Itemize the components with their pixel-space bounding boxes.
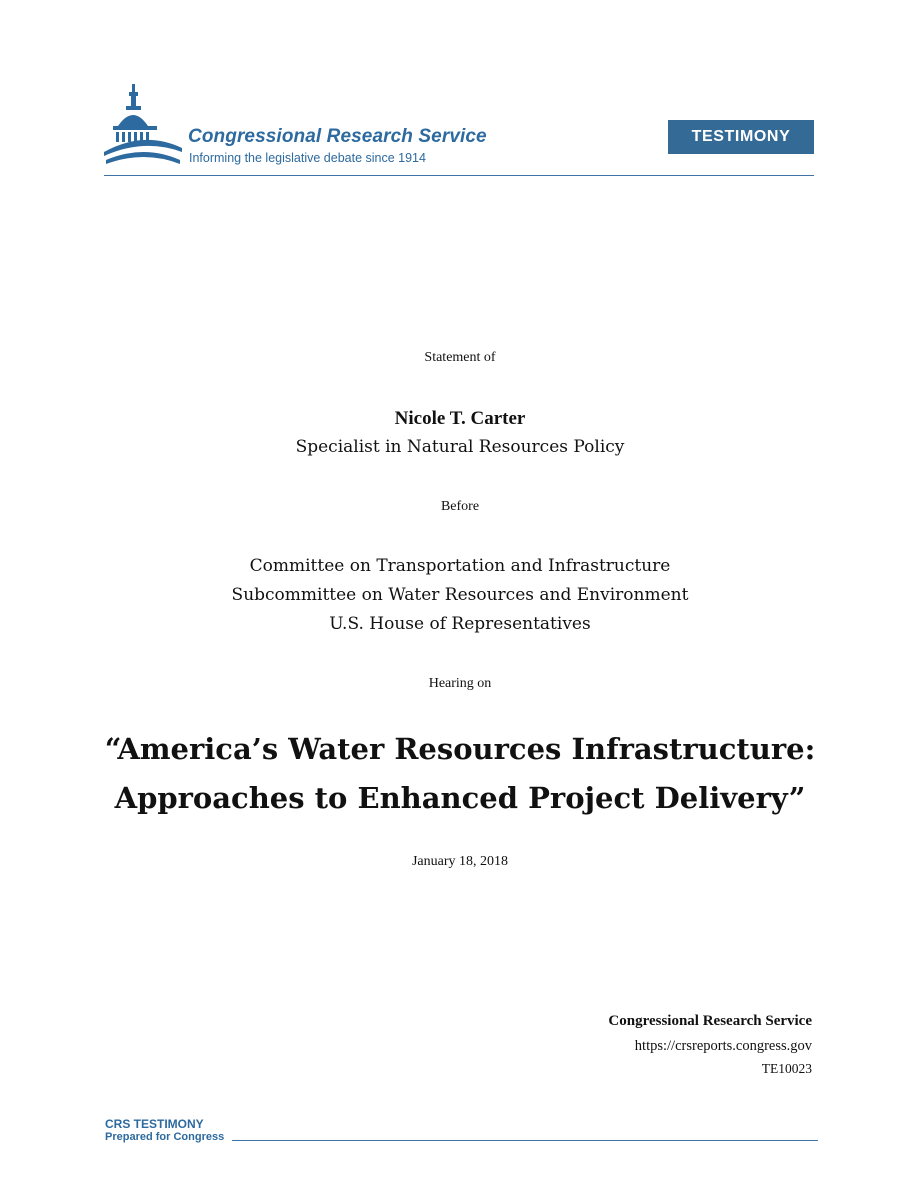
before-label: Before bbox=[440, 499, 480, 514]
witness-title: Specialist in Natural Resources Policy bbox=[295, 437, 625, 457]
hearing-title-line2: Approaches to Enhanced Project Delivery” bbox=[114, 781, 806, 815]
hearing-date: January 18, 2018 bbox=[411, 854, 509, 869]
hearing-on-label: Hearing on bbox=[428, 676, 492, 691]
statement-intro: Statement of bbox=[424, 350, 496, 365]
header-rule bbox=[104, 175, 814, 176]
source-org: Congressional Research Service bbox=[608, 1013, 812, 1029]
committee-name: Committee on Transportation and Infrastructure bbox=[249, 556, 671, 576]
logo-name: Congressional Research Service bbox=[188, 126, 487, 147]
footer-rule bbox=[232, 1140, 818, 1141]
testimony-badge: TESTIMONY bbox=[668, 120, 814, 154]
witness-name: Nicole T. Carter bbox=[394, 408, 526, 429]
footer-label: CRS TESTIMONY bbox=[105, 1117, 204, 1131]
subcommittee-name: Subcommittee on Water Resources and Environment bbox=[231, 585, 689, 605]
source-url[interactable]: https://crsreports.congress.gov bbox=[634, 1038, 812, 1054]
chamber-name: U.S. House of Representatives bbox=[329, 614, 591, 634]
logo-tagline: Informing the legislative debate since 1914 bbox=[189, 151, 426, 165]
footer-sublabel: Prepared for Congress bbox=[105, 1131, 225, 1143]
hearing-title-line1: “America’s Water Resources Infrastructure: bbox=[104, 732, 816, 766]
report-id: TE10023 bbox=[761, 1061, 812, 1076]
capitol-dome-icon bbox=[104, 82, 184, 170]
